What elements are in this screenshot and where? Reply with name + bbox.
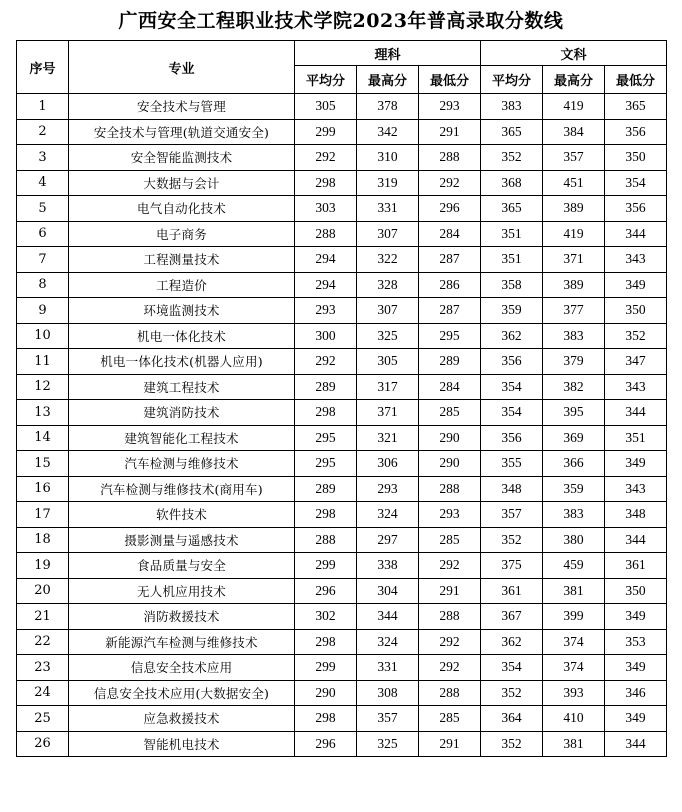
cell-science-min: 285 bbox=[419, 706, 481, 732]
cell-arts-min: 350 bbox=[605, 145, 667, 171]
cell-science-avg: 303 bbox=[295, 196, 357, 222]
cell-major: 智能机电技术 bbox=[69, 731, 295, 757]
cell-seq: 13 bbox=[17, 400, 69, 426]
cell-science-min: 284 bbox=[419, 374, 481, 400]
cell-science-avg: 292 bbox=[295, 349, 357, 375]
cell-arts-avg: 351 bbox=[481, 247, 543, 273]
cell-seq: 5 bbox=[17, 196, 69, 222]
table-row bbox=[17, 502, 667, 528]
cell-seq: 20 bbox=[17, 578, 69, 604]
cell-arts-max: 395 bbox=[543, 400, 605, 426]
cell-arts-avg: 351 bbox=[481, 221, 543, 247]
cell-science-avg: 295 bbox=[295, 425, 357, 451]
cell-science-max: 338 bbox=[357, 553, 419, 579]
cell-arts-avg: 383 bbox=[481, 94, 543, 120]
cell-arts-max: 383 bbox=[543, 502, 605, 528]
table-row bbox=[17, 553, 667, 579]
cell-major: 信息安全技术应用(大数据安全) bbox=[69, 680, 295, 706]
table-row bbox=[17, 425, 667, 451]
cell-arts-min: 356 bbox=[605, 119, 667, 145]
cell-arts-max: 371 bbox=[543, 247, 605, 273]
cell-science-avg: 300 bbox=[295, 323, 357, 349]
cell-science-min: 287 bbox=[419, 298, 481, 324]
cell-arts-min: 354 bbox=[605, 170, 667, 196]
cell-arts-max: 369 bbox=[543, 425, 605, 451]
cell-science-min: 296 bbox=[419, 196, 481, 222]
cell-arts-avg: 359 bbox=[481, 298, 543, 324]
cell-seq: 9 bbox=[17, 298, 69, 324]
cell-arts-avg: 352 bbox=[481, 731, 543, 757]
table-row bbox=[17, 527, 667, 553]
cell-science-min: 287 bbox=[419, 247, 481, 273]
cell-arts-max: 399 bbox=[543, 604, 605, 630]
cell-science-max: 325 bbox=[357, 323, 419, 349]
cell-science-min: 290 bbox=[419, 425, 481, 451]
cell-science-min: 291 bbox=[419, 731, 481, 757]
cell-arts-avg: 375 bbox=[481, 553, 543, 579]
admission-score-table bbox=[16, 40, 667, 757]
cell-arts-avg: 358 bbox=[481, 272, 543, 298]
cell-seq: 16 bbox=[17, 476, 69, 502]
cell-major: 电子商务 bbox=[69, 221, 295, 247]
cell-seq: 22 bbox=[17, 629, 69, 655]
cell-science-avg: 289 bbox=[295, 476, 357, 502]
header-arts-avg: 平均分 bbox=[481, 66, 543, 94]
cell-seq: 14 bbox=[17, 425, 69, 451]
cell-major: 大数据与会计 bbox=[69, 170, 295, 196]
cell-science-min: 292 bbox=[419, 655, 481, 681]
header-science-avg: 平均分 bbox=[295, 66, 357, 94]
cell-science-avg: 289 bbox=[295, 374, 357, 400]
cell-arts-min: 348 bbox=[605, 502, 667, 528]
cell-major: 软件技术 bbox=[69, 502, 295, 528]
cell-science-min: 288 bbox=[419, 680, 481, 706]
cell-arts-max: 357 bbox=[543, 145, 605, 171]
cell-science-avg: 296 bbox=[295, 731, 357, 757]
cell-seq: 18 bbox=[17, 527, 69, 553]
cell-science-min: 288 bbox=[419, 145, 481, 171]
cell-arts-max: 419 bbox=[543, 221, 605, 247]
cell-arts-min: 365 bbox=[605, 94, 667, 120]
cell-arts-avg: 352 bbox=[481, 527, 543, 553]
cell-arts-avg: 348 bbox=[481, 476, 543, 502]
cell-arts-avg: 368 bbox=[481, 170, 543, 196]
cell-major: 建筑消防技术 bbox=[69, 400, 295, 426]
cell-science-avg: 298 bbox=[295, 629, 357, 655]
cell-major: 无人机应用技术 bbox=[69, 578, 295, 604]
cell-science-max: 306 bbox=[357, 451, 419, 477]
table-row bbox=[17, 119, 667, 145]
table-row bbox=[17, 170, 667, 196]
cell-major: 工程造价 bbox=[69, 272, 295, 298]
cell-science-max: 317 bbox=[357, 374, 419, 400]
cell-science-min: 292 bbox=[419, 553, 481, 579]
cell-seq: 15 bbox=[17, 451, 69, 477]
header-science-min: 最低分 bbox=[419, 66, 481, 94]
table-row bbox=[17, 476, 667, 502]
cell-science-avg: 298 bbox=[295, 706, 357, 732]
table-header bbox=[17, 41, 667, 94]
cell-major: 摄影测量与遥感技术 bbox=[69, 527, 295, 553]
cell-arts-max: 410 bbox=[543, 706, 605, 732]
cell-science-max: 331 bbox=[357, 196, 419, 222]
table-row bbox=[17, 451, 667, 477]
cell-science-max: 344 bbox=[357, 604, 419, 630]
cell-arts-avg: 356 bbox=[481, 425, 543, 451]
cell-arts-max: 374 bbox=[543, 629, 605, 655]
cell-science-max: 324 bbox=[357, 502, 419, 528]
cell-seq: 7 bbox=[17, 247, 69, 273]
cell-seq: 10 bbox=[17, 323, 69, 349]
cell-major: 电气自动化技术 bbox=[69, 196, 295, 222]
cell-science-avg: 292 bbox=[295, 145, 357, 171]
cell-science-max: 331 bbox=[357, 655, 419, 681]
cell-science-min: 291 bbox=[419, 578, 481, 604]
cell-arts-min: 347 bbox=[605, 349, 667, 375]
cell-major: 建筑工程技术 bbox=[69, 374, 295, 400]
header-arts-max: 最高分 bbox=[543, 66, 605, 94]
cell-arts-max: 384 bbox=[543, 119, 605, 145]
cell-arts-min: 349 bbox=[605, 451, 667, 477]
cell-science-avg: 302 bbox=[295, 604, 357, 630]
cell-seq: 3 bbox=[17, 145, 69, 171]
cell-seq: 6 bbox=[17, 221, 69, 247]
cell-arts-max: 393 bbox=[543, 680, 605, 706]
cell-science-avg: 296 bbox=[295, 578, 357, 604]
header-arts-group: 文科 bbox=[481, 41, 667, 66]
cell-arts-max: 366 bbox=[543, 451, 605, 477]
cell-science-max: 319 bbox=[357, 170, 419, 196]
cell-science-avg: 298 bbox=[295, 400, 357, 426]
cell-major: 信息安全技术应用 bbox=[69, 655, 295, 681]
cell-science-avg: 294 bbox=[295, 247, 357, 273]
table-row bbox=[17, 323, 667, 349]
cell-science-min: 292 bbox=[419, 629, 481, 655]
cell-arts-max: 359 bbox=[543, 476, 605, 502]
table-row bbox=[17, 196, 667, 222]
table-row bbox=[17, 298, 667, 324]
cell-arts-avg: 364 bbox=[481, 706, 543, 732]
cell-science-avg: 288 bbox=[295, 221, 357, 247]
cell-arts-avg: 354 bbox=[481, 655, 543, 681]
table-body bbox=[17, 94, 667, 757]
table-row bbox=[17, 706, 667, 732]
header-seq: 序号 bbox=[17, 41, 69, 94]
cell-seq: 19 bbox=[17, 553, 69, 579]
cell-arts-max: 419 bbox=[543, 94, 605, 120]
table-row bbox=[17, 578, 667, 604]
cell-arts-avg: 362 bbox=[481, 629, 543, 655]
cell-seq: 2 bbox=[17, 119, 69, 145]
cell-arts-min: 344 bbox=[605, 527, 667, 553]
cell-arts-max: 374 bbox=[543, 655, 605, 681]
cell-major: 安全技术与管理(轨道交通安全) bbox=[69, 119, 295, 145]
cell-major: 消防救援技术 bbox=[69, 604, 295, 630]
cell-arts-max: 389 bbox=[543, 272, 605, 298]
table-row bbox=[17, 247, 667, 273]
cell-science-avg: 294 bbox=[295, 272, 357, 298]
cell-arts-min: 350 bbox=[605, 578, 667, 604]
cell-science-min: 293 bbox=[419, 94, 481, 120]
cell-major: 建筑智能化工程技术 bbox=[69, 425, 295, 451]
table-row bbox=[17, 94, 667, 120]
cell-science-max: 378 bbox=[357, 94, 419, 120]
cell-arts-avg: 362 bbox=[481, 323, 543, 349]
cell-science-min: 292 bbox=[419, 170, 481, 196]
cell-science-max: 325 bbox=[357, 731, 419, 757]
cell-arts-max: 379 bbox=[543, 349, 605, 375]
cell-arts-avg: 367 bbox=[481, 604, 543, 630]
cell-arts-min: 344 bbox=[605, 221, 667, 247]
cell-major: 机电一体化技术(机器人应用) bbox=[69, 349, 295, 375]
cell-arts-avg: 354 bbox=[481, 400, 543, 426]
cell-arts-avg: 356 bbox=[481, 349, 543, 375]
cell-arts-avg: 361 bbox=[481, 578, 543, 604]
cell-science-min: 289 bbox=[419, 349, 481, 375]
cell-seq: 24 bbox=[17, 680, 69, 706]
cell-science-min: 286 bbox=[419, 272, 481, 298]
cell-science-min: 285 bbox=[419, 400, 481, 426]
cell-arts-min: 349 bbox=[605, 706, 667, 732]
cell-arts-min: 349 bbox=[605, 655, 667, 681]
cell-major: 新能源汽车检测与维修技术 bbox=[69, 629, 295, 655]
cell-seq: 4 bbox=[17, 170, 69, 196]
cell-arts-avg: 354 bbox=[481, 374, 543, 400]
cell-science-max: 307 bbox=[357, 298, 419, 324]
cell-seq: 12 bbox=[17, 374, 69, 400]
cell-science-min: 291 bbox=[419, 119, 481, 145]
cell-science-avg: 295 bbox=[295, 451, 357, 477]
cell-arts-max: 380 bbox=[543, 527, 605, 553]
cell-arts-max: 383 bbox=[543, 323, 605, 349]
header-arts-min: 最低分 bbox=[605, 66, 667, 94]
cell-science-max: 322 bbox=[357, 247, 419, 273]
cell-arts-min: 344 bbox=[605, 731, 667, 757]
table-row bbox=[17, 374, 667, 400]
cell-science-avg: 298 bbox=[295, 502, 357, 528]
header-science-group: 理科 bbox=[295, 41, 481, 66]
cell-science-avg: 299 bbox=[295, 119, 357, 145]
header-science-max: 最高分 bbox=[357, 66, 419, 94]
cell-major: 机电一体化技术 bbox=[69, 323, 295, 349]
cell-arts-min: 361 bbox=[605, 553, 667, 579]
cell-arts-min: 349 bbox=[605, 604, 667, 630]
cell-arts-min: 350 bbox=[605, 298, 667, 324]
cell-science-min: 295 bbox=[419, 323, 481, 349]
cell-science-avg: 288 bbox=[295, 527, 357, 553]
cell-science-max: 307 bbox=[357, 221, 419, 247]
cell-arts-min: 351 bbox=[605, 425, 667, 451]
cell-arts-min: 343 bbox=[605, 476, 667, 502]
cell-science-avg: 298 bbox=[295, 170, 357, 196]
cell-science-min: 284 bbox=[419, 221, 481, 247]
cell-science-max: 371 bbox=[357, 400, 419, 426]
cell-science-max: 304 bbox=[357, 578, 419, 604]
cell-arts-avg: 365 bbox=[481, 196, 543, 222]
cell-arts-min: 349 bbox=[605, 272, 667, 298]
cell-science-max: 305 bbox=[357, 349, 419, 375]
cell-arts-min: 356 bbox=[605, 196, 667, 222]
cell-arts-avg: 357 bbox=[481, 502, 543, 528]
table-row bbox=[17, 221, 667, 247]
cell-arts-avg: 352 bbox=[481, 145, 543, 171]
header-row-top bbox=[17, 41, 667, 66]
cell-science-avg: 299 bbox=[295, 655, 357, 681]
cell-arts-max: 381 bbox=[543, 578, 605, 604]
table-row bbox=[17, 680, 667, 706]
cell-science-max: 297 bbox=[357, 527, 419, 553]
table-row bbox=[17, 604, 667, 630]
cell-seq: 8 bbox=[17, 272, 69, 298]
cell-seq: 26 bbox=[17, 731, 69, 757]
cell-science-min: 285 bbox=[419, 527, 481, 553]
table-row bbox=[17, 400, 667, 426]
cell-seq: 21 bbox=[17, 604, 69, 630]
cell-science-max: 357 bbox=[357, 706, 419, 732]
cell-seq: 1 bbox=[17, 94, 69, 120]
header-major: 专业 bbox=[69, 41, 295, 94]
cell-arts-min: 353 bbox=[605, 629, 667, 655]
cell-arts-max: 389 bbox=[543, 196, 605, 222]
cell-seq: 11 bbox=[17, 349, 69, 375]
cell-arts-max: 382 bbox=[543, 374, 605, 400]
cell-arts-avg: 355 bbox=[481, 451, 543, 477]
cell-major: 环境监测技术 bbox=[69, 298, 295, 324]
cell-seq: 25 bbox=[17, 706, 69, 732]
cell-major: 安全智能监测技术 bbox=[69, 145, 295, 171]
cell-arts-avg: 365 bbox=[481, 119, 543, 145]
table-row bbox=[17, 349, 667, 375]
cell-science-avg: 290 bbox=[295, 680, 357, 706]
cell-science-avg: 305 bbox=[295, 94, 357, 120]
cell-science-max: 310 bbox=[357, 145, 419, 171]
cell-science-min: 288 bbox=[419, 604, 481, 630]
cell-major: 应急救援技术 bbox=[69, 706, 295, 732]
cell-arts-avg: 352 bbox=[481, 680, 543, 706]
cell-major: 汽车检测与维修技术(商用车) bbox=[69, 476, 295, 502]
cell-science-max: 342 bbox=[357, 119, 419, 145]
cell-science-min: 288 bbox=[419, 476, 481, 502]
cell-arts-min: 343 bbox=[605, 374, 667, 400]
cell-seq: 23 bbox=[17, 655, 69, 681]
cell-arts-min: 343 bbox=[605, 247, 667, 273]
table-row bbox=[17, 655, 667, 681]
cell-major: 食品质量与安全 bbox=[69, 553, 295, 579]
cell-arts-min: 346 bbox=[605, 680, 667, 706]
cell-seq: 17 bbox=[17, 502, 69, 528]
cell-science-max: 293 bbox=[357, 476, 419, 502]
cell-major: 汽车检测与维修技术 bbox=[69, 451, 295, 477]
table-row bbox=[17, 629, 667, 655]
cell-science-max: 324 bbox=[357, 629, 419, 655]
cell-science-max: 308 bbox=[357, 680, 419, 706]
cell-arts-min: 344 bbox=[605, 400, 667, 426]
cell-science-avg: 293 bbox=[295, 298, 357, 324]
table-row bbox=[17, 731, 667, 757]
table-row bbox=[17, 145, 667, 171]
cell-arts-max: 377 bbox=[543, 298, 605, 324]
cell-science-max: 321 bbox=[357, 425, 419, 451]
page-title: 广西安全工程职业技术学院2023年普高录取分数线 bbox=[118, 10, 564, 32]
cell-major: 工程测量技术 bbox=[69, 247, 295, 273]
cell-arts-max: 381 bbox=[543, 731, 605, 757]
cell-arts-max: 451 bbox=[543, 170, 605, 196]
cell-science-min: 293 bbox=[419, 502, 481, 528]
cell-arts-max: 459 bbox=[543, 553, 605, 579]
cell-science-max: 328 bbox=[357, 272, 419, 298]
cell-major: 安全技术与管理 bbox=[69, 94, 295, 120]
cell-arts-min: 352 bbox=[605, 323, 667, 349]
cell-science-min: 290 bbox=[419, 451, 481, 477]
table-row bbox=[17, 272, 667, 298]
cell-science-avg: 299 bbox=[295, 553, 357, 579]
